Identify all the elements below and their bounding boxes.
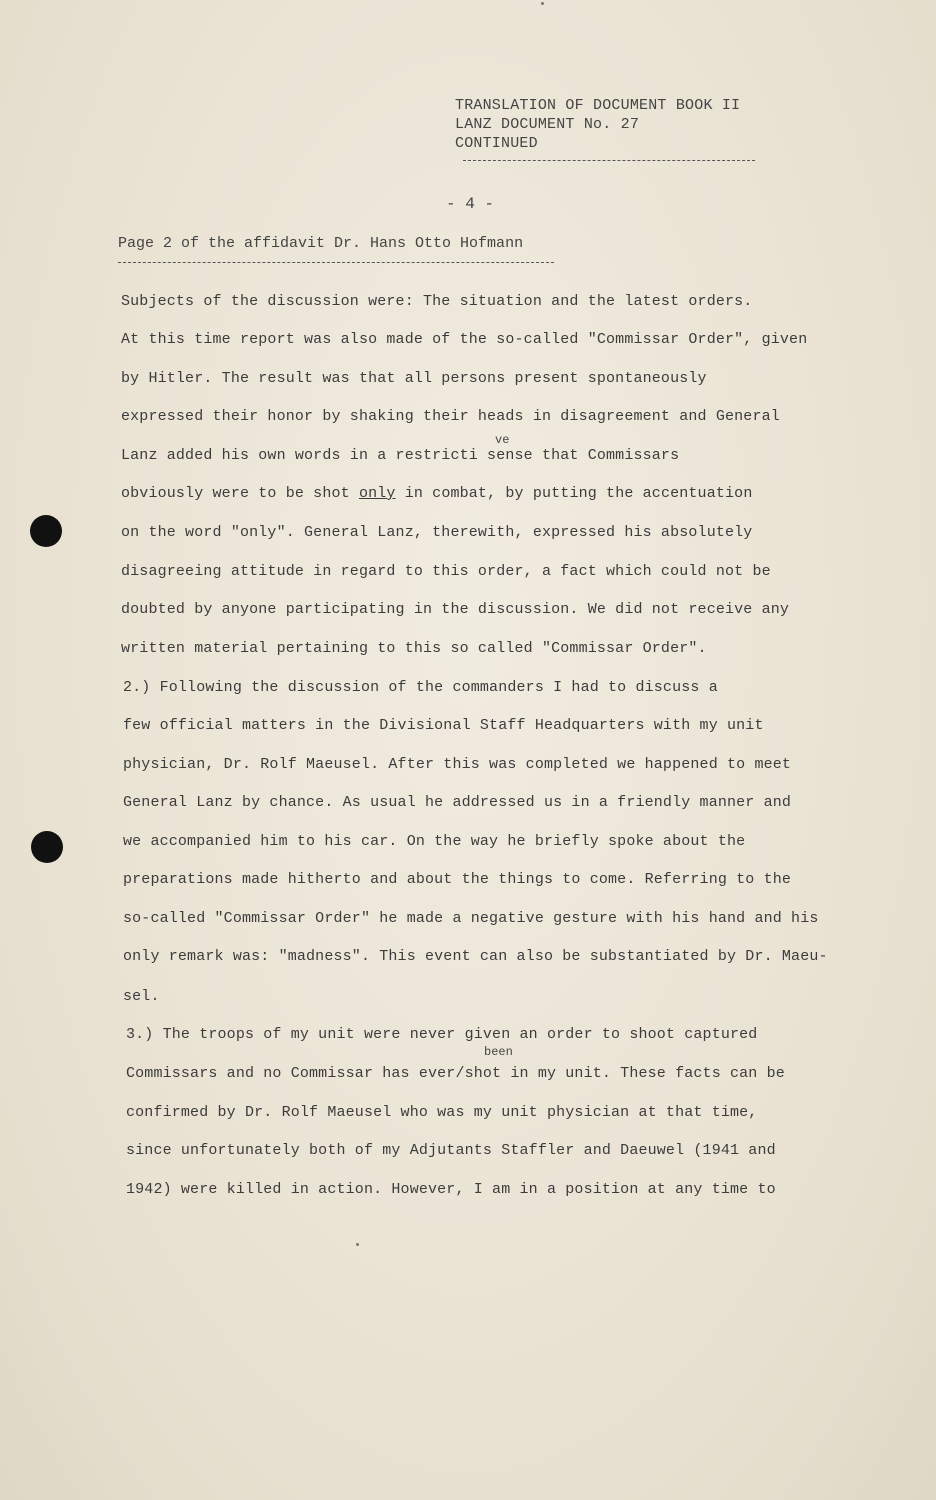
body-text: obviously were to be shot [121, 485, 359, 502]
section-heading: Page 2 of the affidavit Dr. Hans Otto Hofmann [118, 235, 524, 252]
body-line: General Lanz by chance. As usual he addressed us in a friendly manner and [123, 794, 792, 811]
body-line: only remark was: "madness". This event can also be substantiated by Dr. Maeu- [123, 948, 828, 965]
header-title: TRANSLATION OF DOCUMENT BOOK II [455, 97, 741, 114]
body-line: on the word "only". General Lanz, therewith, expressed his absolutely [121, 524, 753, 541]
body-line: Subjects of the discussion were: The situation and the latest orders. [121, 293, 753, 310]
body-line: 2.) Following the discussion of the commanders I had to discuss a [123, 679, 718, 696]
body-line: 3.) The troops of my unit were never given an order to shoot captured [126, 1026, 758, 1043]
heading-underline [118, 262, 554, 263]
body-line: preparations made hitherto and about the things to come. Referring to the [123, 871, 792, 888]
body-line: written material pertaining to this so called "Commissar Order". [121, 640, 707, 657]
body-line: Commissars and no Commissar has ever/shot in my unit. These facts can be [126, 1065, 785, 1082]
body-line: by Hitler. The result was that all persons present spontaneously [121, 370, 707, 387]
body-line: At this time report was also made of the so-called "Commissar Order", given [121, 331, 808, 348]
page-number: - 4 - [446, 195, 495, 213]
body-line: so-called "Commissar Order" he made a negative gesture with his hand and his [123, 910, 819, 927]
body-line: since unfortunately both of my Adjutants Staffler and Daeuwel (1941 and [126, 1142, 776, 1159]
body-line: sel. [123, 988, 160, 1005]
header-continued: CONTINUED [455, 135, 538, 152]
body-line: 1942) were killed in action. However, I am in a position at any time to [126, 1181, 776, 1198]
body-line: Lanz added his own words in a restricti sense that Commissars [121, 447, 680, 464]
body-line: expressed their honor by shaking their heads in disagreement and General [121, 408, 780, 425]
body-line [121, 485, 752, 502]
body-line: disagreeing attitude in regard to this order, a fact which could not be [121, 563, 771, 580]
body-text: in combat, by putting the accentuation [395, 485, 753, 502]
body-line: physician, Dr. Rolf Maeusel. After this was completed we happened to meet [123, 756, 792, 773]
header-divider [463, 160, 755, 161]
typed-insertion: been [484, 1045, 513, 1059]
header-document-number: LANZ DOCUMENT No. 27 [455, 116, 640, 133]
punch-hole [30, 515, 62, 547]
paper-speck [356, 1243, 359, 1246]
paper-speck [541, 2, 544, 5]
document-header [455, 96, 740, 153]
punch-hole [31, 831, 63, 863]
body-line: doubted by anyone participating in the discussion. We did not receive any [121, 601, 790, 618]
body-line: confirmed by Dr. Rolf Maeusel who was my unit physician at that time, [126, 1104, 758, 1121]
body-line: we accompanied him to his car. On the way he briefly spoke about the [123, 833, 746, 850]
typed-insertion: ve [495, 433, 510, 447]
underlined-word: only [358, 485, 396, 502]
body-line: few official matters in the Divisional Staff Headquarters with my unit [123, 717, 764, 734]
